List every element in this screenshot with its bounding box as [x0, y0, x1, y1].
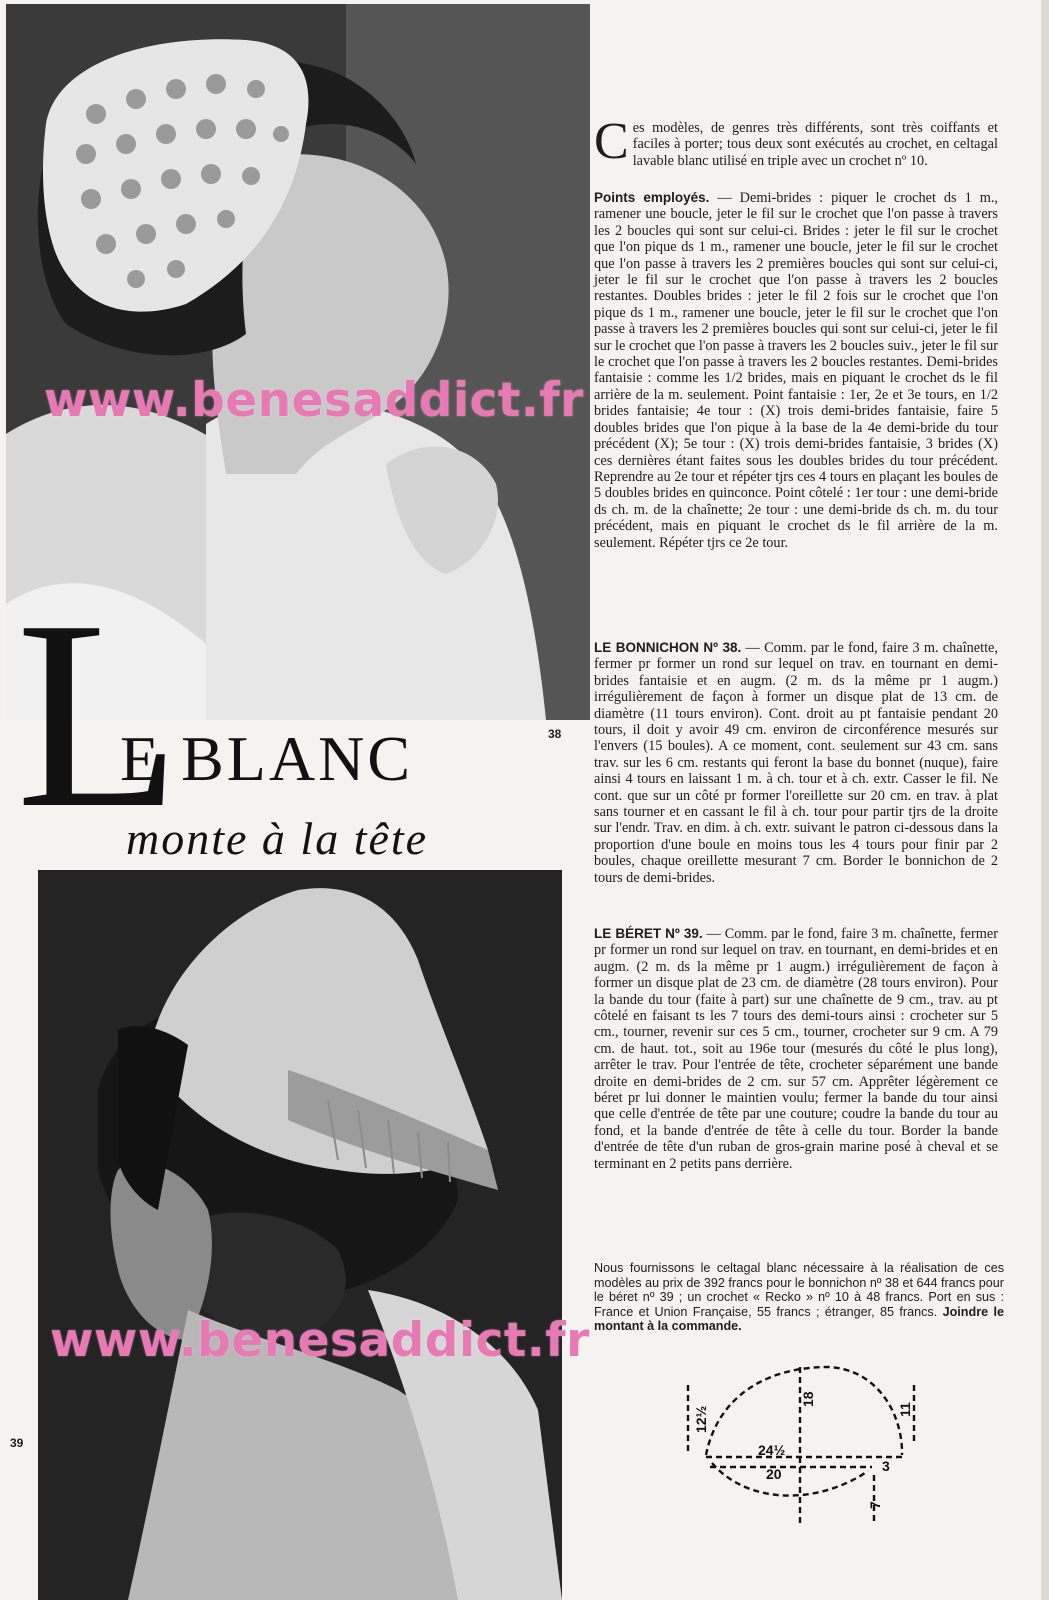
diagram-label-bottom: 7 — [867, 1501, 883, 1509]
photo-beret-illustration — [38, 870, 562, 1600]
diagram-label-right: 11 — [897, 1402, 913, 1417]
bonnichon-text: — Comm. par le fond, faire 3 m. chaînette, fermer pr former un rond sur lequel on trav. en tournant en demi-brides fantaisie et en augm. (2 m. ds la même pr 1 augm.) irrégulièrement de façon à former un disque plat de 13 cm. de diamètre (11 tours environ). Cont. droit au pt fantaisie pendant 20 tours, il doit y avoir 49 cm. environ de circonférence mesurés sur l'envers (15 boules). A ce moment, cont. seulement sur 43 cm. sans trav. sur les 6 cm. restants qui feront la base du bonnet (nuque), faire ainsi 4 tours en laissant 1 m. à ch. tour et à ch. extr. Casser le fil. Ne cont. que sur un côté pr former l'oreillette sur 20 cm. en trav. à plat sans tourner et en cassant le fil à ch. tour pour partir tjrs de la droite sur l'endr. Trav. en dim. à ch. extr. suivant le patron ci-dessous dans la proportion d'une boule en moins tous les 4 tours pour finir par 2 boules, chaque oreillette mesurant 7 cm. Border le bonnichon de 2 tours de demi-brides. — [594, 640, 998, 886]
watermark-top: www.benesaddict.fr — [44, 373, 584, 428]
beret-text: — Comm. par le fond, faire 3 m. chaînette, fermer pr former un rond sur lequel on trav. en tournant, en demi-brides et en augm. (2 m. ds la même pr 1 augm.) irrégulièrement de façon à former un disque plat de 23 cm. de diamètre (28 tours environ). Pour la bande du tour (faite à part) sur une chaînette de 9 cm., trav. au pt côtelé en faisant ts les 7 tours des demi-tours ainsi : crocheter sur 5 cm., tourner, revenir sur ces 5 cm., tourner, crocheter sur 9 cm. A 79 cm. de haut. tot., soit au 196e tour (mesurés du côté le plus long), arrêter le trav. Pour l'entrée de tête, crocheter séparément une bande droite en demi-brides de 2 cm. sur 57 cm. Apprêter légèrement ce béret pr lui donner le maintien voulu; fermer la bande du tour ainsi que celle d'entrée de tête par une couture; coudre la bande du tour au fond, et la bande d'entrée de tête à celle du tour. Border la bande d'entrée de tête d'un ruban de gros-grain marine posé à cheval et se terminant en 2 petits pans derrière. — [594, 926, 998, 1172]
intro-paragraph — [594, 113, 998, 170]
photo-number-38: 38 — [548, 727, 562, 741]
beret-heading: LE BÉRET Nº 39. — [594, 926, 703, 941]
bonnichon-heading: LE BONNICHON Nº 38. — [594, 640, 742, 655]
photo-beret — [38, 870, 562, 1600]
diagram-label-small: 3 — [882, 1458, 890, 1474]
diagram-label-wide: 24½ — [758, 1442, 786, 1458]
diagram-label-base: 20 — [766, 1466, 782, 1482]
photo-number-39: 39 — [10, 1436, 24, 1450]
section-points — [594, 190, 998, 551]
title-drop-letter: L — [16, 565, 181, 864]
page-subtitle: monte à la tête — [126, 813, 429, 864]
section-beret — [594, 926, 998, 1172]
watermark-bottom: www.benesaddict.fr — [50, 1313, 590, 1368]
page-edge — [1041, 0, 1049, 1600]
section-bonnichon — [594, 640, 998, 886]
diagram-label-left: 12½ — [693, 1405, 709, 1433]
order-note-text: Nous fournissons le celtagal blanc nécessaire à la réalisation de ces modèles au prix de 392 francs pour le bonnichon nº 38 et 644 francs pour le béret nº 39 ; un crochet « Recko » nº 10 à 48 francs. Port en sus : France et Union Française, 55 francs ; étranger, 85 francs. — [594, 1261, 1004, 1319]
points-text: — Demi-brides : piquer le crochet ds 1 m., ramener une boucle, jeter le fil sur le crochet que l'on passe à travers les 2 boucles qui sont sur celui-ci. Brides : jeter le fil sur le crochet que l'on pique ds 1 m., ramener une boucle, jeter le fil sur le crochet que l'on passe à travers les 2 premières boucles qui sont sur celui-ci, jeter le fil sur le crochet que l'on passe à travers les 2 boucles restantes. Doubles brides : jeter le fil 2 fois sur le crochet que l'on pique ds 1 m., ramener une boucle, jeter le fil sur le crochet que l'on passe à travers les 2 premières boucles qui sont sur celui-ci, jeter le fil sur le crochet que l'on passe à travers les 2 boucles suiv., jeter le fil sur le crochet que l'on passe à travers les 2 boucles restantes. Demi-brides fantaisie : comme les 1/2 brides, mais en piquant le crochet ds le fil arrière de la m. seulement. Point fantaisie : 1er, 2e et 3e tours, en 1/2 brides fantaisie; 4e tour : (X) trois demi-brides fantaisie, faire 5 doubles brides que l'on pique à la base de la 4e demi-bride du tour précédent (X); 5e tour : (X) trois demi-brides fantaisie, 3 brides (X) ces dernières étant faites sous les doubles brides du tour précédent. Reprendre au 2e tour et répéter tjrs ces 4 tours en plaçant les boules de 5 doubles brides en quinconce. Point côtelé : 1er tour : une demi-bride ds ch. m. de la chaînette; 2e tour : une demi-bride ds ch. m. du tour précédent, mais en piquant le crochet ds le fil arrière de la m. seulement. Répéter tjrs ce 2e tour. — [594, 190, 998, 551]
diagram-outline-top — [706, 1367, 902, 1455]
points-heading: Points employés. — [594, 190, 710, 205]
page-title: E BLANC — [120, 723, 413, 794]
diagram-label-top: 18 — [800, 1391, 816, 1407]
intro-text: es modèles, de genres très différents, sont très coiffants et faciles à porter; tous deux sont exécutés au crochet, en celtagal lavable blanc utilisé en triple avec un crochet nº 10. — [632, 120, 998, 169]
order-note-bold: Joindre le montant à la commande. — [594, 1304, 1004, 1334]
intro-drop-cap: C — [594, 113, 629, 170]
order-note — [594, 1261, 1004, 1334]
pattern-diagram — [678, 1355, 938, 1540]
